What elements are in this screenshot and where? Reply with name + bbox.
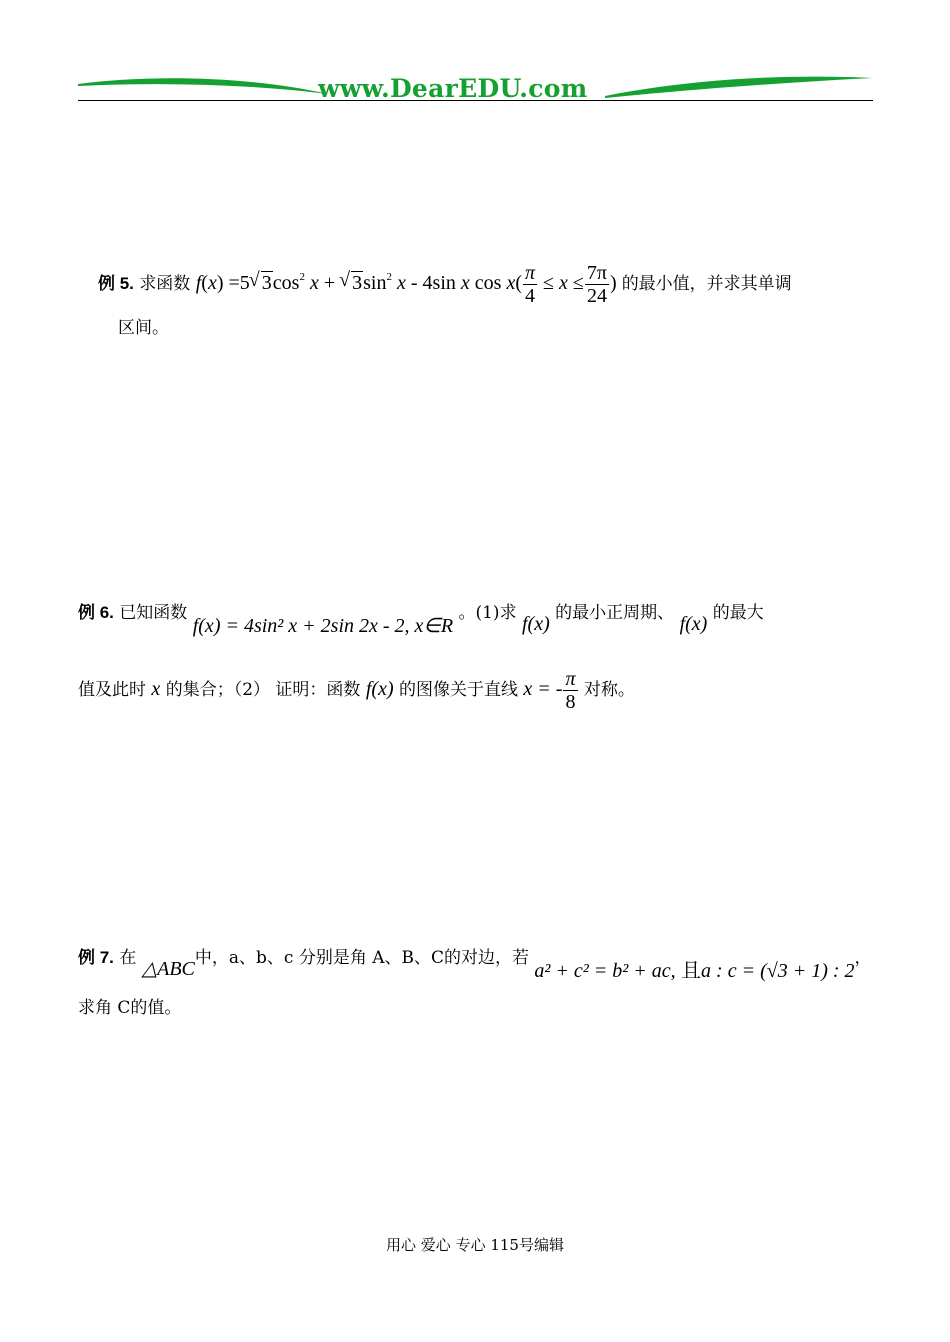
problem-6-fx-2: f(x) bbox=[679, 613, 708, 635]
fraction-7pi-over-24: $\frac{7\pi}{24}$ bbox=[586, 262, 608, 307]
problem-7-triangle: △ABC bbox=[141, 958, 195, 980]
problem-5-line-2: 区间。 bbox=[118, 318, 169, 338]
problem-6-tail: 的最大 bbox=[712, 603, 764, 623]
problem-5-intro: 求函数 bbox=[139, 274, 191, 295]
fraction-pi-over-4: $\frac{\pi}{4}$ bbox=[525, 262, 536, 307]
problem-6-mid: 的最小正周期、 bbox=[555, 603, 675, 623]
right-swoosh-decoration bbox=[605, 72, 873, 102]
problem-7-intro: 在 bbox=[119, 948, 137, 968]
problem-7-line-1: 例 7. 在 △ABC中，a、b、c 分别是角 A、B、C的对边，若 a² + c² = b² + ac, 且a : c = (√3 + 1) : 2， bbox=[78, 948, 872, 982]
site-logo: www.DearEDU.com bbox=[318, 74, 588, 103]
problem-6-intro: 已知函数 bbox=[119, 603, 188, 623]
problem-5-label: 例 5. bbox=[98, 274, 134, 294]
problem-7-line-2: 求角 C的值。 bbox=[78, 998, 182, 1018]
problem-7-ratio: a : c = (√3 + 1) : 2 bbox=[701, 960, 855, 982]
problem-7-equation: a² + c² = b² + ac, bbox=[534, 960, 676, 982]
fraction-pi-over-8: $\frac{\pi}{8}$ bbox=[565, 668, 576, 713]
problem-7-text: 中，a、b、c 分别是角 A、B、C的对边，若 bbox=[194, 948, 529, 968]
problem-5-tail: 的最小值，并求其单调 bbox=[621, 274, 792, 295]
problem-6-line-2: 值及此时 x 的集合；（2） 证明：函数 f(x) 的图像关于直线 x = - $\frac{\pi}{8}$ 对称。 bbox=[78, 668, 635, 713]
problem-6-after-expr: 。(1)求 bbox=[458, 603, 517, 623]
header-rule bbox=[78, 100, 873, 101]
problem-6-formula: f(x) = 4sin² x + 2sin 2x - 2, x∈R bbox=[192, 615, 454, 637]
left-swoosh-decoration bbox=[78, 72, 328, 102]
problem-6-label: 例 6. bbox=[78, 603, 114, 622]
page-footer: 用心 爱心 专心 115号编辑 bbox=[386, 1236, 564, 1254]
problem-7-qie: 且 bbox=[681, 958, 702, 982]
problem-6-fx: f(x) bbox=[521, 613, 550, 635]
problem-7-label: 例 7. bbox=[78, 948, 114, 967]
problem-5-line-1 bbox=[98, 262, 792, 307]
problem-5-formula: f(x) =5√ $3\cos^2$ x + √ $3\sin^2$ x - 4sin x cos x( $\frac{\pi}{4}$ ≤ x ≤ $\frac{7\pi}{24}$ ) bbox=[196, 272, 622, 294]
problem-6-line-1 bbox=[78, 602, 764, 637]
